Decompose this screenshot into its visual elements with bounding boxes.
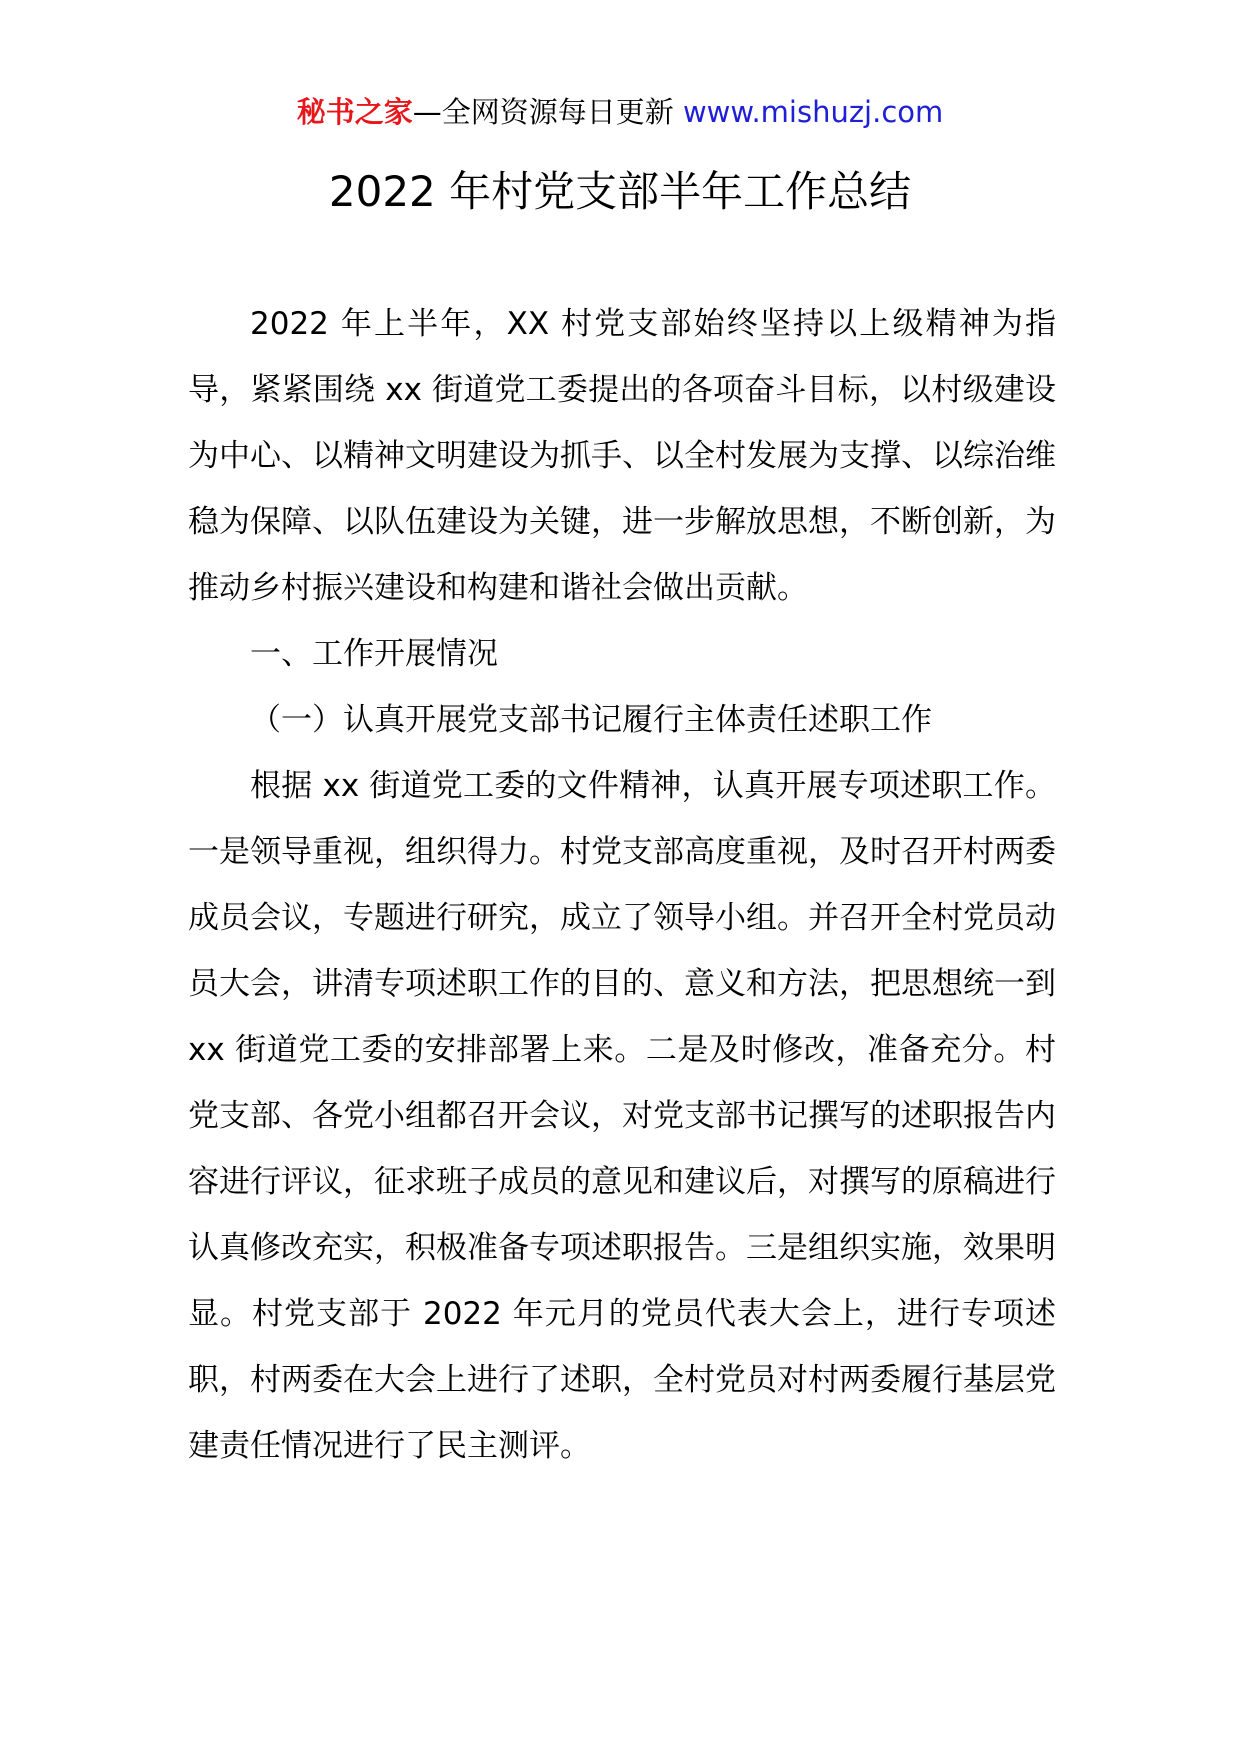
brand-name: 秘书之家: [296, 95, 413, 129]
document-body: [188, 291, 1056, 1479]
site-header: [0, 92, 1240, 132]
intro-paragraph: 2022 年上半年，XX 村党支部始终坚持以上级精神为指导，紧紧围绕 xx 街道党工委提出的各项奋斗目标，以村级建设为中心、以精神文明建设为抓手、以全村发展为支撑、以综治维稳为保障、以队伍建设为关键，进一步解放思想，不断创新，为推动乡村振兴建设和构建和谐社会做出贡献。: [188, 306, 1056, 606]
subsection-paragraph: 根据 xx 街道党工委的文件精神，认真开展专项述职工作。一是领导重视，组织得力。村党支部高度重视，及时召开村两委成员会议，专题进行研究，成立了领导小组。并召开全村党员动员大会，讲清专项述职工作的目的、意义和方法，把思想统一到 xx 街道党工委的安排部署上来。二是及时修改，准备充分。村党支部、各党小组都召开会议，对党支部书记撰写的述职报告内容进行评议，征求班子成员的意见和建议后，对撰写的原稿进行认真修改充实，积极准备专项述职报告。三是组织实施，效果明显。村党支部于 2022 年元月的党员代表大会上，进行专项述职，村两委在大会上进行了述职，全村党员对村两委履行基层党建责任情况进行了民主测评。: [188, 768, 1056, 1464]
header-tagline: —全网资源每日更新: [412, 95, 674, 129]
site-url-link[interactable]: www.mishuzj.com: [682, 95, 944, 129]
subsection-heading: （一）认真开展党支部书记履行主体责任述职工作: [250, 702, 932, 738]
section-heading: 一、工作开展情况: [250, 636, 498, 672]
document-title: 2022 年村党支部半年工作总结: [328, 167, 912, 216]
